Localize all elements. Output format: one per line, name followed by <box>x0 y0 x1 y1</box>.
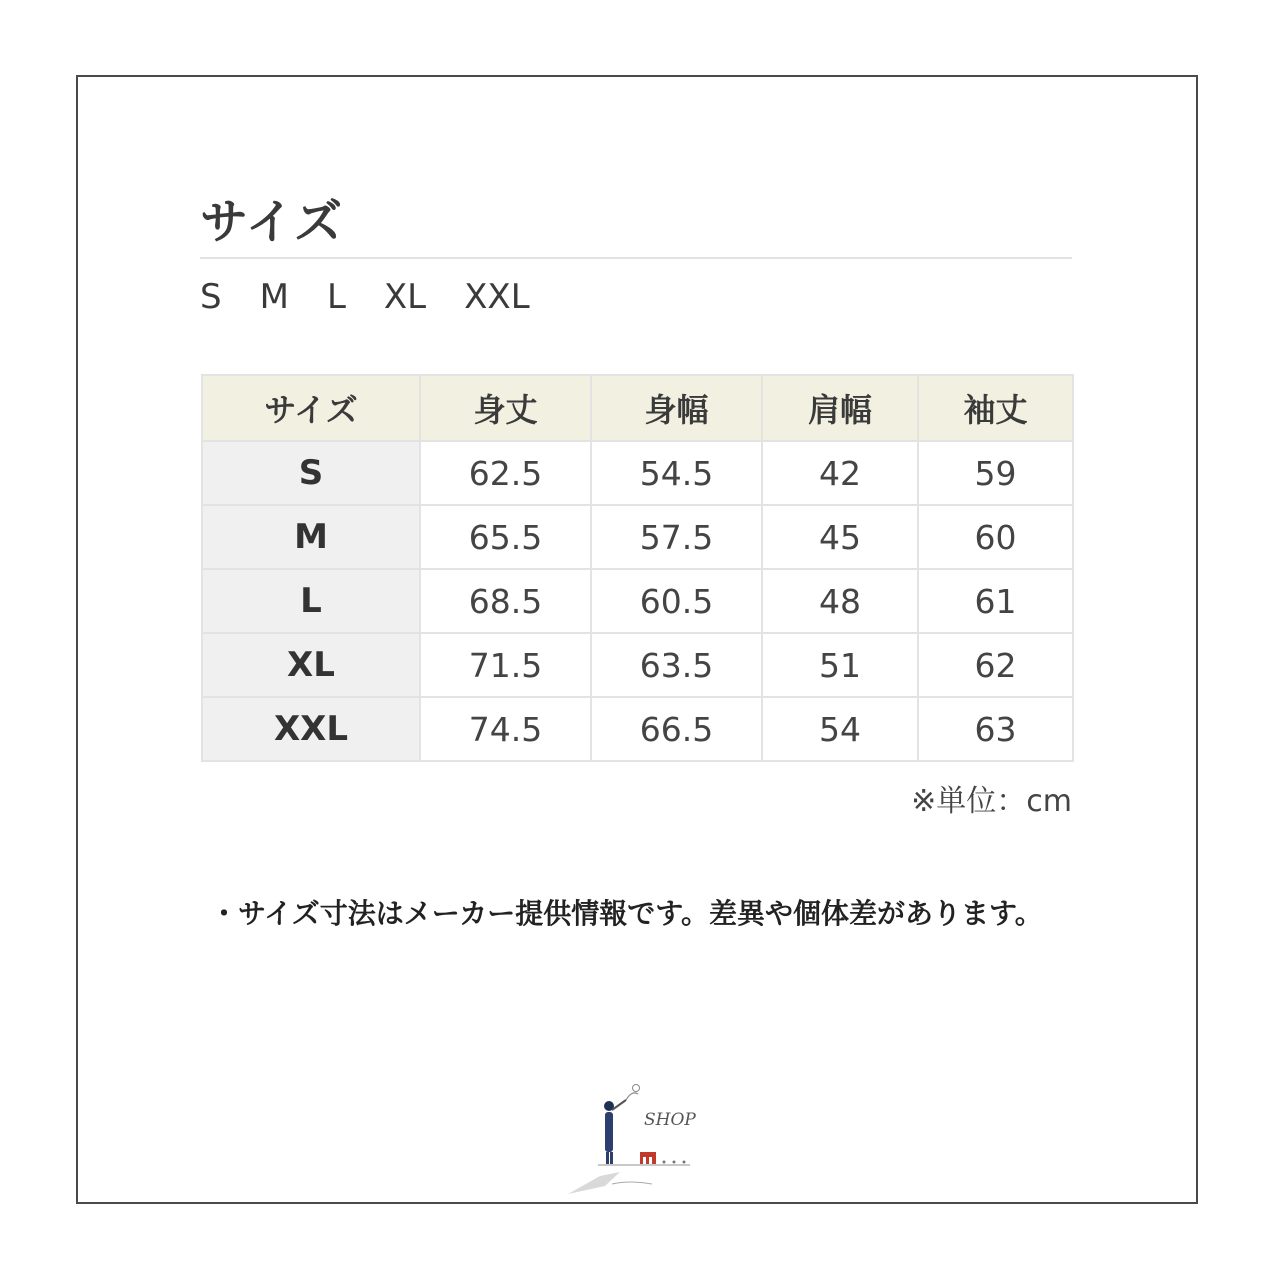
shop-logo-illustration <box>560 1076 720 1201</box>
table-cell: 71.5 <box>420 633 591 697</box>
column-header-width: 身幅 <box>591 375 762 441</box>
column-header-length: 身丈 <box>420 375 591 441</box>
size-option: M <box>259 277 289 317</box>
table-cell: 42 <box>762 441 918 505</box>
page-title: サイズ <box>200 194 344 250</box>
table-cell: 45 <box>762 505 918 569</box>
shop-logo-text: SHOP <box>644 1110 696 1130</box>
row-size-label: M <box>202 505 420 569</box>
table-row <box>202 569 1073 633</box>
table-cell: 62 <box>918 633 1073 697</box>
table-cell: 66.5 <box>591 697 762 761</box>
title-divider <box>200 257 1072 259</box>
row-size-label: L <box>202 569 420 633</box>
size-option: L <box>326 277 346 317</box>
table-cell: 54 <box>762 697 918 761</box>
table-cell: 54.5 <box>591 441 762 505</box>
row-size-label: XL <box>202 633 420 697</box>
size-table <box>201 374 1074 762</box>
table-row <box>202 505 1073 569</box>
table-cell: 63 <box>918 697 1073 761</box>
table-header-row <box>202 375 1073 441</box>
column-header-shoulder: 肩幅 <box>762 375 918 441</box>
table-cell: 59 <box>918 441 1073 505</box>
table-cell: 63.5 <box>591 633 762 697</box>
table-cell: 48 <box>762 569 918 633</box>
table-cell: 68.5 <box>420 569 591 633</box>
size-option: XXL <box>464 277 530 317</box>
table-row <box>202 441 1073 505</box>
column-header-size: サイズ <box>202 375 420 441</box>
table-cell: 61 <box>918 569 1073 633</box>
table-cell: 65.5 <box>420 505 591 569</box>
unit-note: ※単位：cm <box>911 784 1072 819</box>
table-cell: 51 <box>762 633 918 697</box>
table-row <box>202 633 1073 697</box>
disclaimer-note: ・サイズ寸法はメーカー提供情報です。差異や個体差があります。 <box>210 897 1043 930</box>
row-size-label: XXL <box>202 697 420 761</box>
size-option: XL <box>383 277 427 317</box>
table-cell: 60.5 <box>591 569 762 633</box>
table-row <box>202 697 1073 761</box>
table-cell: 57.5 <box>591 505 762 569</box>
shop-logo <box>560 1076 720 1201</box>
table-cell: 60 <box>918 505 1073 569</box>
column-header-sleeve: 袖丈 <box>918 375 1073 441</box>
available-sizes <box>200 274 568 320</box>
row-size-label: S <box>202 441 420 505</box>
table-cell: 62.5 <box>420 441 591 505</box>
size-option: S <box>200 277 222 317</box>
table-cell: 74.5 <box>420 697 591 761</box>
